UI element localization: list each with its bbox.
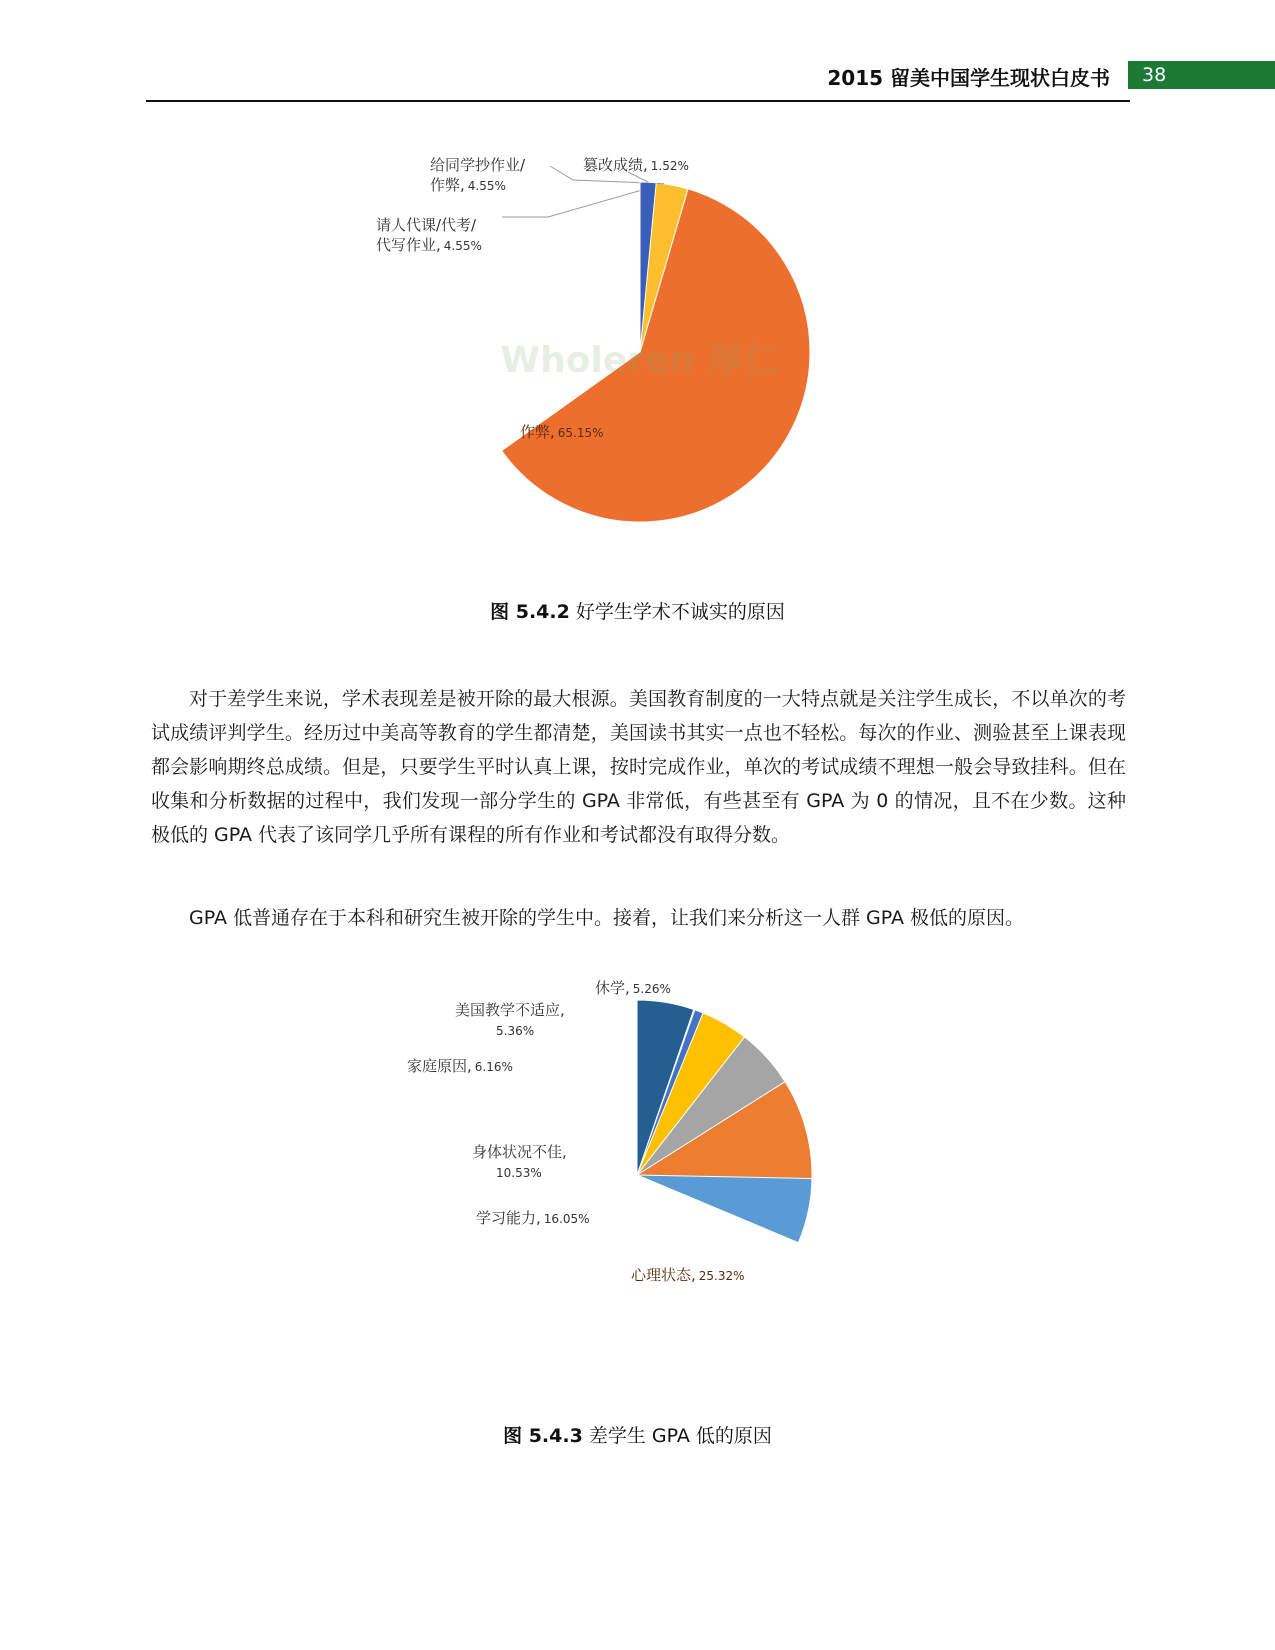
figure-5-4-3-pie-chart: [0, 970, 1275, 1374]
chart1-slice-1-label: 作弊, 65.15%: [520, 423, 604, 441]
chart2-slice-2-label: 学习能力, 16.05%: [476, 1209, 590, 1227]
chart2-slice-1-label: 心理状态, 25.32%: [631, 1266, 745, 1284]
chart2-slice-3-label: 身体状况不佳, 10.53%: [472, 1143, 567, 1180]
page-number: 38: [1128, 61, 1275, 89]
figure-number: 图 5.4.3: [503, 1425, 583, 1447]
chart1-slice-4-label: 篡改成绩, 1.52%: [583, 156, 689, 174]
body-paragraph: GPA 低普通存在于本科和研究生被开除的学生中。接着，让我们来分析这一人群 GPA 极低的原因。: [189, 907, 1025, 929]
body-paragraph: 对于差学生来说，学术表现差是被开除的最大根源。美国教育制度的一大特点就是关注学生成长，不以单次的考试成绩评判学生。经历过中美高等教育的学生都清楚，美国读书其实一点也不轻松。每次的作业、测验甚至上课表现都会影响期终总成绩。但是，只要学生平时认真上课，按时完成作业，单次的考试成绩不理想一般会导致挂科。但在收集和分析数据的过程中，我们发现一部分学生的 GPA 非常低，有些甚至有 GPA 为 0 的情况，且不在少数。这种极低的 GPA 代表了该同学几乎所有课程的所有作业和考试都没有取得分数。: [151, 688, 1126, 846]
figure-5-4-3-caption: [0, 1421, 1275, 1448]
figure-5-4-2-caption: [0, 597, 1275, 624]
chart2-slice-4-label: 家庭原因, 6.16%: [407, 1057, 513, 1075]
figure-title: 差学生 GPA 低的原因: [588, 1425, 772, 1447]
header-rule: [146, 100, 1130, 102]
chart1-slice-2-label: 请人代课/代考/代写作业, 4.55%: [376, 216, 482, 254]
figure-5-4-2-pie-chart: [0, 150, 1275, 544]
figure-number: 图 5.4.2: [490, 601, 570, 623]
running-header-title: 2015 留美中国学生现状白皮书: [827, 66, 1110, 90]
watermark-text: Wholeren 厚仁: [500, 340, 780, 381]
chart1-slice-3-label: 给同学抄作业/作弊, 4.55%: [430, 156, 526, 194]
chart2-slice-6-label: 休学, 5.26%: [595, 979, 671, 997]
figure-title: 好学生学术不诚实的原因: [575, 601, 785, 623]
chart2-slice-5-label: 美国教学不适应, 5.36%: [455, 1001, 565, 1038]
